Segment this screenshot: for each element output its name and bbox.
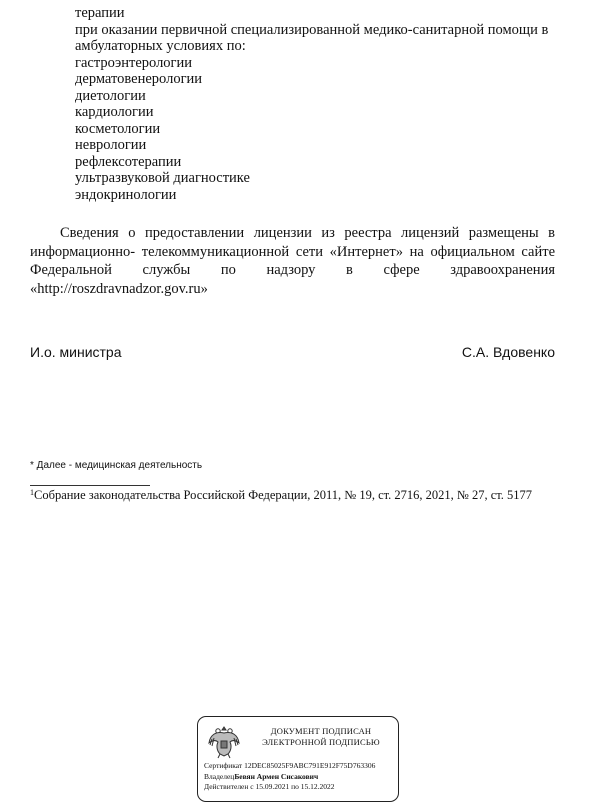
stamp-validity-row (204, 782, 375, 793)
signatory-name: С.А. Вдовенко (461, 344, 555, 360)
stamp-title-line2: ЭЛЕКТРОННОЙ ПОДПИСЬЮ (262, 737, 380, 747)
list-item: эндокринологии (75, 186, 177, 203)
coat-of-arms-emblem-icon (204, 721, 244, 761)
cert-value: 12DEC85025F9ABC791E912F75D763306 (244, 761, 376, 770)
service-list-first-line: терапии (75, 5, 125, 21)
owner-label: Владелец (204, 771, 235, 781)
stamp-title-line1: ДОКУМЕНТ ПОДПИСАН (270, 726, 372, 736)
service-list-intro: при оказании первичной специализированной медико-санитарной помощи в амбулаторных условиях по: (75, 21, 549, 54)
stamp-owner-row (204, 772, 375, 783)
license-info-paragraph: Сведения о предоставлении лицензии из реестра лицензий размещены в информационно- телекоммуникационной сети «Интернет» на официальном сайте Федеральной службы по надзору в сфере здравоохранения «http://roszdravnadzor.gov.ru» (30, 225, 555, 297)
stamp-certificate-row (204, 761, 375, 772)
valid-label: Действителен (204, 782, 249, 791)
e-signature-stamp (197, 716, 399, 802)
footnote-text: Собрание законодательства Российской Федерации, 2011, № 19, ст. 2716, 2021, № 27, ст. 5177 (34, 488, 533, 502)
footnote-marker: 1 (30, 488, 34, 497)
list-item: кардиологии (75, 104, 154, 120)
cert-label: Сертификат (204, 761, 243, 770)
stamp-details (204, 761, 375, 793)
list-item: неврологии (75, 137, 147, 153)
list-item: рефлексотерапии (75, 153, 182, 170)
list-item: ультразвуковой диагностике (75, 170, 250, 186)
list-item: гастроэнтерологии (75, 54, 193, 71)
valid-value: с 15.09.2021 по 15.12.2022 (250, 782, 335, 791)
list-item: дерматовенерологии (75, 71, 203, 87)
signatory-position: И.о. министра (30, 344, 122, 360)
list-item: диетологии (75, 87, 146, 104)
footnote (30, 488, 532, 503)
list-item: косметологии (75, 120, 161, 137)
owner-value: Бевян Армен Сисакович (234, 771, 319, 781)
service-list (75, 5, 565, 203)
footnote-divider (30, 485, 150, 486)
stamp-title (246, 726, 396, 748)
asterisk-note: * Далее - медицинская деятельность (30, 460, 203, 471)
